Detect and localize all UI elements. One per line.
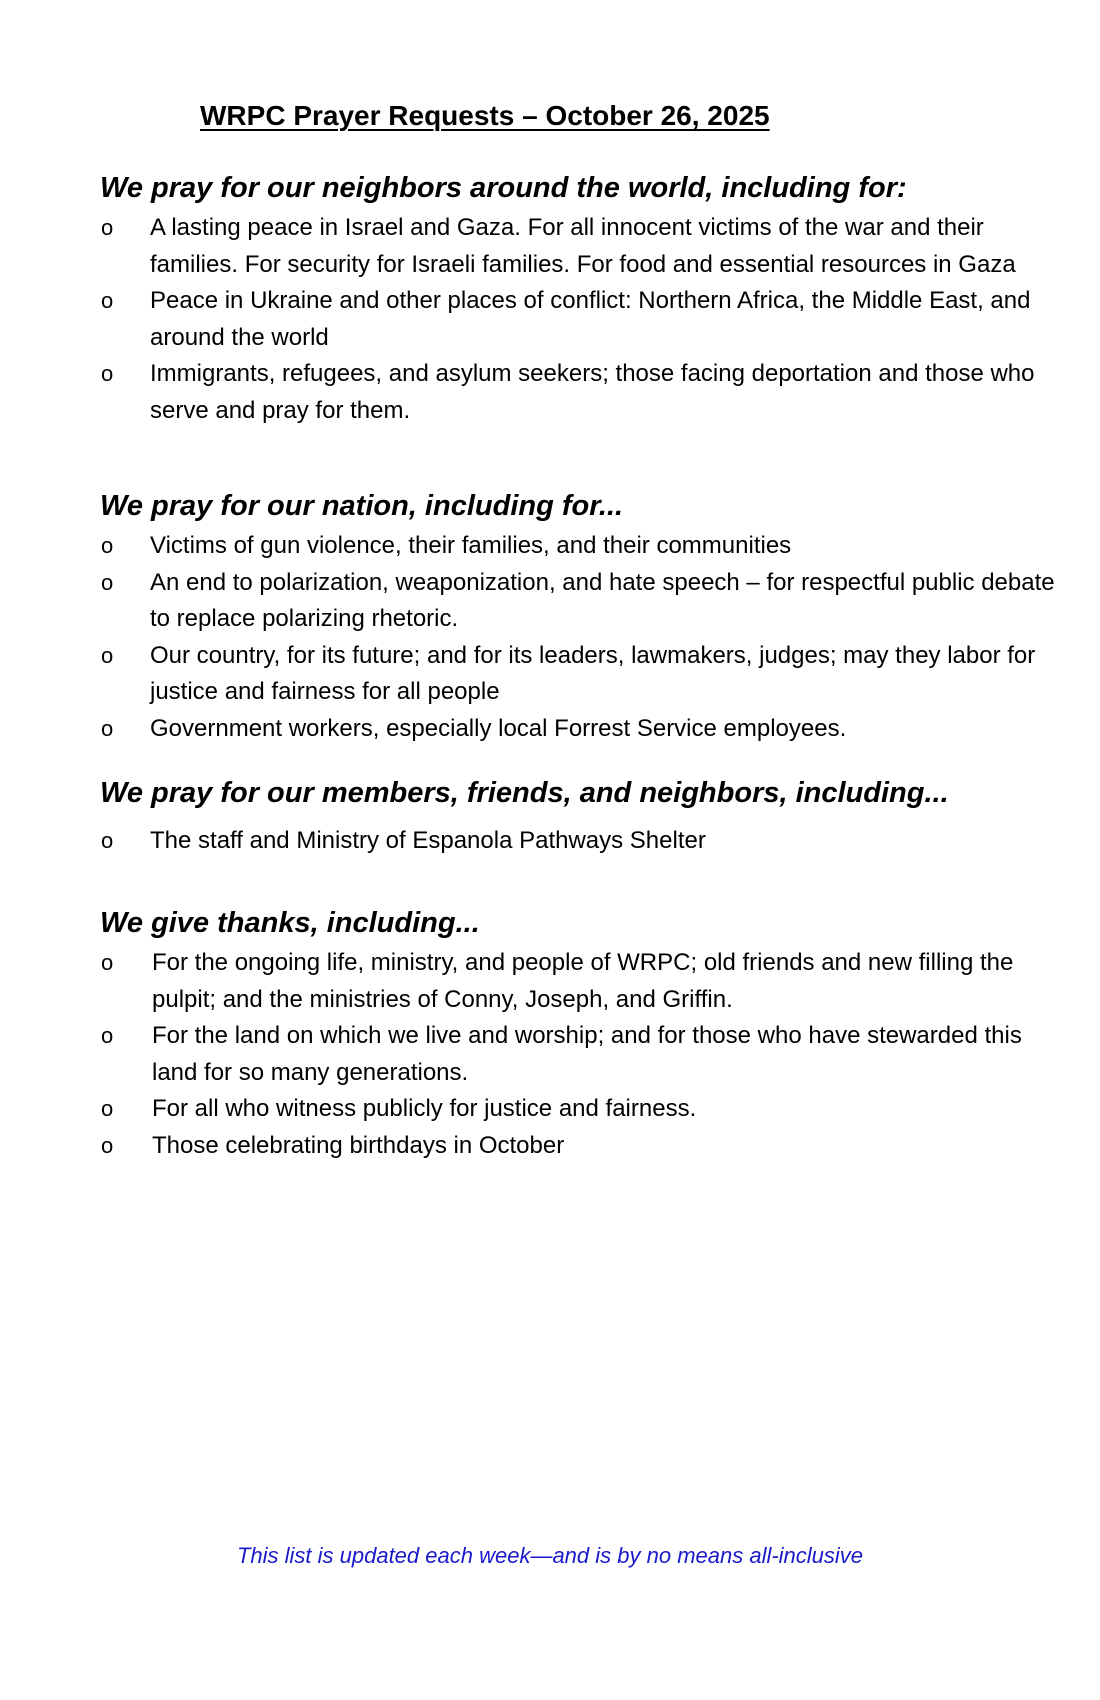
list-item bbox=[100, 283, 1060, 356]
section-thanks bbox=[100, 903, 1060, 1164]
section-heading-world: We pray for our neighbors around the world, including for: bbox=[100, 172, 907, 204]
bullet-icon: o bbox=[101, 828, 114, 853]
bullet-icon: o bbox=[101, 950, 114, 975]
bullet-icon: o bbox=[101, 361, 114, 386]
section-members bbox=[100, 773, 1060, 860]
list-item bbox=[100, 210, 1060, 283]
list-thanks bbox=[100, 945, 1060, 1164]
section-heading-nation: We pray for our nation, including for... bbox=[100, 490, 624, 522]
list-item bbox=[100, 565, 1060, 638]
item-text: Government workers, especially local Forrest Service employees. bbox=[150, 714, 847, 742]
section-heading-members: We pray for our members, friends, and neighbors, including... bbox=[100, 777, 949, 809]
item-text: An end to polarization, weaponization, and hate speech – for respectful public debate to replace polarizing rhetoric. bbox=[150, 568, 1055, 632]
section-world bbox=[100, 168, 1060, 429]
item-text: Immigrants, refugees, and asylum seekers; those facing deportation and those who serve and pray for them. bbox=[150, 360, 1035, 424]
bullet-icon: o bbox=[101, 1096, 114, 1121]
list-nation bbox=[100, 528, 1060, 747]
bullet-icon: o bbox=[101, 1023, 114, 1048]
item-text: The staff and Ministry of Espanola Pathways Shelter bbox=[150, 827, 706, 854]
list-item bbox=[100, 1128, 1060, 1165]
bullet-icon: o bbox=[101, 215, 114, 240]
list-item bbox=[100, 823, 1060, 860]
bullet-icon: o bbox=[101, 642, 114, 668]
bullet-icon: o bbox=[101, 715, 114, 741]
item-text: Victims of gun violence, their families, and their communities bbox=[150, 532, 792, 559]
list-members bbox=[100, 823, 1060, 860]
page-title: WRPC Prayer Requests – October 26, 2025 bbox=[200, 100, 770, 131]
item-text: Those celebrating birthdays in October bbox=[152, 1131, 565, 1159]
item-text: For the ongoing life, ministry, and people of WRPC; old friends and new filling the pulpit; and the ministries of Conny, Joseph, and Griffin. bbox=[152, 949, 1014, 1013]
section-nation bbox=[100, 486, 1060, 747]
list-world bbox=[100, 210, 1060, 429]
item-text: A lasting peace in Israel and Gaza. For all innocent victims of the war and their families. For security for Israeli families. For food and essential resources in Gaza bbox=[150, 214, 1016, 278]
list-item bbox=[100, 1018, 1060, 1091]
item-text: For the land on which we live and worship; and for those who have stewarded this land for so many generations. bbox=[152, 1022, 1022, 1086]
list-item bbox=[100, 638, 1060, 711]
bullet-icon: o bbox=[101, 288, 114, 313]
list-item bbox=[100, 1091, 1060, 1128]
footer-note: This list is updated each week—and is by no means all-inclusive bbox=[236, 1543, 864, 1568]
bullet-icon: o bbox=[101, 1132, 114, 1158]
list-item bbox=[100, 711, 1060, 748]
list-item bbox=[100, 528, 1060, 565]
list-item bbox=[100, 945, 1060, 1018]
item-text: Peace in Ukraine and other places of conflict: Northern Africa, the Middle East, and around the world bbox=[150, 287, 1031, 351]
bullet-icon: o bbox=[101, 569, 114, 595]
bullet-icon: o bbox=[101, 533, 114, 558]
item-text: Our country, for its future; and for its leaders, lawmakers, judges; may they labor for justice and fairness for all people bbox=[150, 641, 1036, 705]
item-text: For all who witness publicly for justice and fairness. bbox=[152, 1095, 697, 1122]
list-item bbox=[100, 356, 1060, 429]
section-heading-thanks: We give thanks, including... bbox=[100, 907, 480, 939]
